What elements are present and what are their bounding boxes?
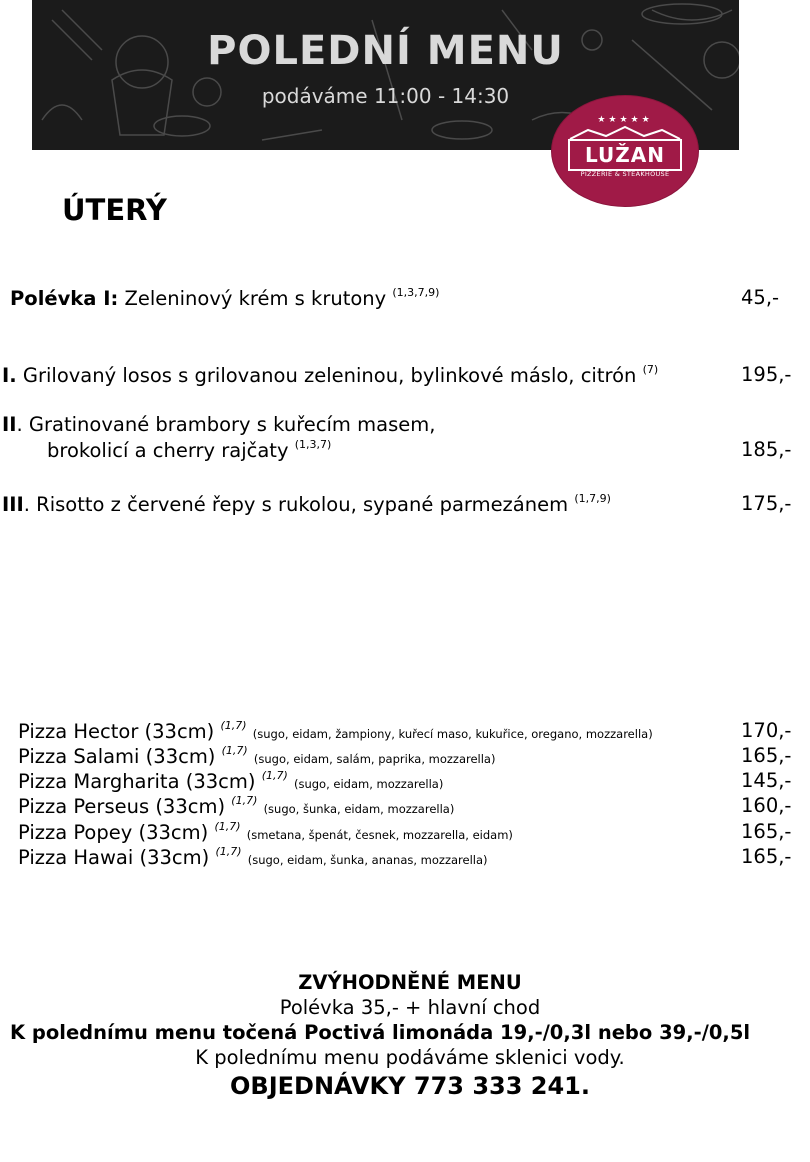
roof-icon — [568, 124, 682, 140]
soup-price: 45,- — [741, 286, 780, 309]
day-heading: ÚTERÝ — [62, 193, 167, 227]
pizza-allergens: (1,7) — [231, 794, 258, 807]
pizza-price: 165,- — [741, 845, 792, 868]
combo-offer: Polévka 35,- + hlavní chod — [279, 996, 541, 1019]
pizza-name: Pizza Popey (33cm) — [18, 821, 209, 844]
stars-icon: ★★★★★ — [597, 115, 653, 125]
soup-text: Zeleninový krém s krutony — [124, 287, 387, 310]
soup-item — [10, 286, 439, 310]
main-item — [2, 413, 435, 436]
pizza-item — [18, 845, 488, 869]
serving-hours: podáváme 11:00 - 14:30 — [261, 84, 510, 108]
menu-title: POLEDNÍ MENU — [207, 28, 564, 74]
water-note: K polednímu menu podáváme sklenici vody. — [195, 1046, 625, 1069]
pizza-ingredients: (sugo, eidam, žampiony, kuřecí maso, kukuřice, oregano, mozzarella) — [252, 727, 653, 741]
pizza-ingredients: (sugo, eidam, šunka, ananas, mozzarella) — [247, 853, 488, 867]
pizza-ingredients: (sugo, eidam, salám, paprika, mozzarella) — [253, 752, 496, 766]
main-item — [2, 492, 611, 516]
main-allergens: (1,3,7) — [294, 438, 332, 451]
logo-name: LUŽAN — [568, 139, 682, 171]
pizza-price: 165,- — [741, 744, 792, 767]
orders-phone: OBJEDNÁVKY 773 333 241. — [230, 1072, 590, 1100]
pizza-allergens: (1,7) — [221, 744, 248, 757]
pizza-allergens: (1,7) — [214, 820, 241, 833]
logo-tagline: PIZZERIE & STEAKHOUSE — [580, 170, 670, 178]
pizza-allergens: (1,7) — [261, 769, 288, 782]
pizza-name: Pizza Hawai (33cm) — [18, 846, 210, 869]
soup-allergens: (1,3,7,9) — [392, 286, 440, 299]
main-price: 195,- — [741, 363, 792, 386]
pizza-name: Pizza Salami (33cm) — [18, 745, 216, 768]
pizza-name: Pizza Hector (33cm) — [18, 720, 215, 743]
main-item-continued — [47, 438, 331, 462]
main-label: I. — [2, 364, 17, 387]
pizza-item — [18, 794, 454, 818]
main-text: . Gratinované brambory s kuřecím masem, — [16, 413, 436, 436]
pizza-price: 145,- — [741, 769, 792, 792]
main-text: . Risotto z červené řepy s rukolou, sypané parmezánem — [23, 493, 569, 516]
main-text: Grilovaný losos s grilovanou zeleninou, bylinkové máslo, citrón — [22, 364, 637, 387]
pizza-price: 170,- — [741, 719, 792, 742]
main-label: II — [2, 413, 17, 436]
pizza-ingredients: (smetana, špenát, česnek, mozzarella, eidam) — [246, 828, 513, 842]
main-allergens: (7) — [642, 363, 659, 376]
main-item — [2, 363, 658, 387]
pizza-allergens: (1,7) — [220, 719, 247, 732]
soup-label: Polévka I: — [10, 287, 119, 310]
pizza-name: Pizza Perseus (33cm) — [18, 795, 226, 818]
special-menu-heading: ZVÝHODNĚNÉ MENU — [298, 971, 522, 994]
pizza-item — [18, 719, 653, 743]
pizza-item — [18, 820, 513, 844]
main-price: 185,- — [741, 438, 792, 461]
pizza-ingredients: (sugo, eidam, mozzarella) — [293, 777, 444, 791]
pizza-ingredients: (sugo, šunka, eidam, mozzarella) — [263, 802, 455, 816]
pizza-name: Pizza Margharita (33cm) — [18, 770, 256, 793]
main-text: brokolicí a cherry rajčaty — [47, 439, 289, 462]
main-label: III — [2, 493, 24, 516]
main-allergens: (1,7,9) — [574, 492, 611, 505]
pizza-item — [18, 769, 443, 793]
pizza-price: 160,- — [741, 794, 792, 817]
pizza-item — [18, 744, 495, 768]
main-price: 175,- — [741, 492, 792, 515]
lemonade-offer: K polednímu menu točená Poctivá limonáda 19,-/0,3l nebo 39,-/0,5l — [10, 1021, 751, 1044]
pizza-price: 165,- — [741, 820, 792, 843]
pizza-allergens: (1,7) — [215, 845, 242, 858]
